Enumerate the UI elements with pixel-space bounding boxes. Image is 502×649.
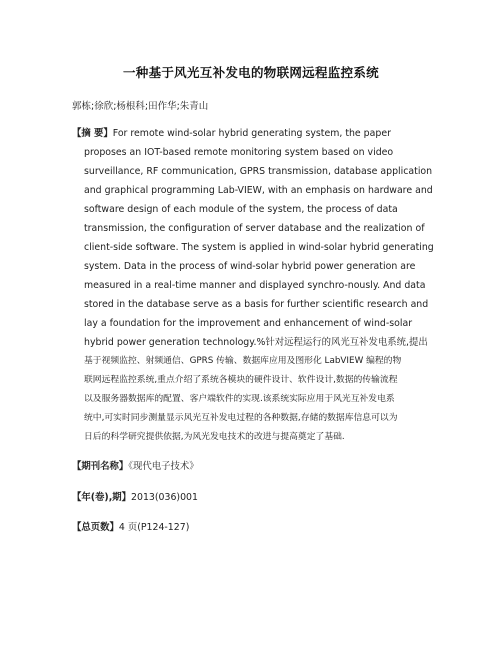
journal-label: 【期刊名称】: [72, 461, 129, 472]
abstract-line-first: [72, 124, 434, 143]
paper-title: 一种基于风光互补发电的物联网远程监控系统: [122, 65, 379, 80]
abstract-text-line: 统中,可实时同步测量显示风光互补发电过程的各种数据,存储的数据库信息可以为: [84, 413, 398, 423]
pages-label: 【总页数】: [72, 522, 119, 533]
abstract-text-line: hybrid power generation technology.%针对远程运行的风光互补发电系统,提出: [84, 337, 428, 348]
abstract-text-line: 联网远程监控系统,重点介绍了系统各模块的硬件设计、软件设计,数据的传输流程: [84, 375, 398, 385]
abstract-text-line: client-side software. The system is applied in wind-solar hybrid generating: [84, 242, 434, 253]
year-volume-issue-field: [72, 489, 198, 503]
abstract-text-line: 基于视频监控、射频通信、GPRS 传输、数据库应用及图形化 LabVIEW 编程的物: [84, 356, 402, 366]
abstract-text-line: lay a foundation for the improvement and enhancement of wind-solar: [84, 318, 413, 329]
abstract-text-line: 日后的科学研究提供依据,为风光发电技术的改进与提高奠定了基础.: [84, 432, 345, 442]
abstract-text-line: measured in a real-time manner and displayed synchro-nously. And data: [84, 280, 426, 291]
abstract-text-line: software design of each module of the system, the process of data: [84, 204, 398, 215]
journal-name-field: [72, 458, 199, 472]
year-label: 【年(卷),期】: [72, 492, 132, 503]
abstract-text-line: surveillance, RF communication, GPRS transmission, database application: [84, 166, 433, 177]
abstract-text-line: stored in the database serve as a basis for further scientific research and: [84, 299, 429, 310]
pages-value: 4 页(P124-127): [118, 522, 190, 533]
journal-value: 《现代电子技术》: [128, 461, 199, 472]
year-value: 2013(036)001: [131, 492, 198, 503]
abstract-text-line: system. Data in the process of wind-solar hybrid power generation are: [84, 261, 416, 272]
author-list: 郭栋;徐欣;杨根科;田作华;朱青山: [72, 101, 209, 112]
abstract-label: 【摘 要】: [72, 128, 113, 139]
abstract-text-line: proposes an IOT-based remote monitoring system based on video: [84, 147, 394, 158]
abstract-text-line: and graphical programming Lab-VIEW, with an emphasis on hardware and: [84, 185, 433, 196]
abstract-text-line: 以及服务器数据库的配置、客户端软件的实现.该系统实际应用于风光互补发电系: [84, 394, 395, 404]
abstract-text-line: transmission, the configuration of server database and the realization of: [84, 223, 425, 234]
total-pages-field: [72, 519, 189, 533]
abstract-text-line: For remote wind-solar hybrid generating system, the paper: [112, 128, 391, 139]
abstract-block: [72, 124, 434, 447]
